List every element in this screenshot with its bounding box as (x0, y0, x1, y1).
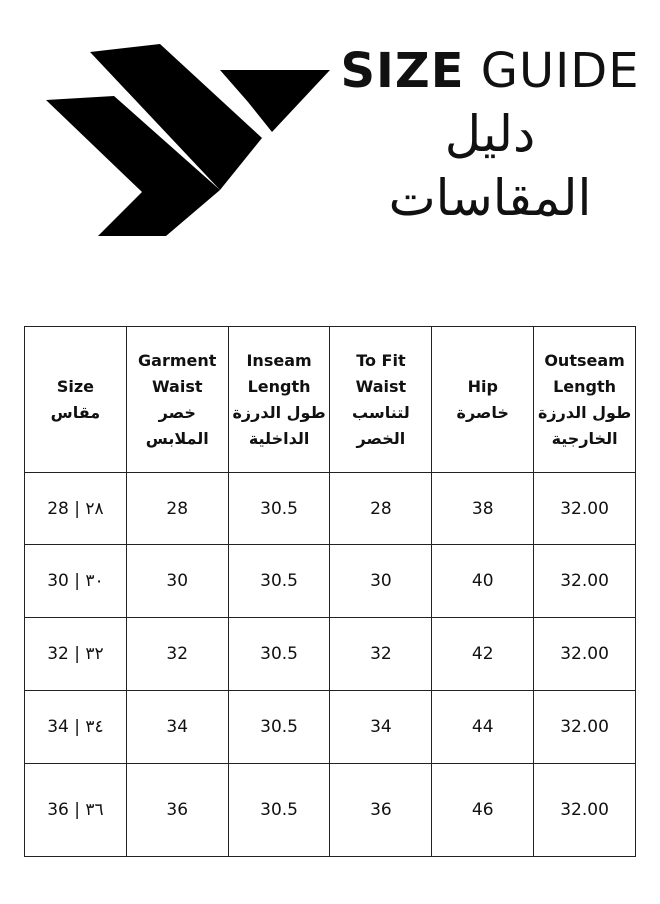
title-en-light: GUIDE (480, 43, 640, 99)
header-hip-en: Hip (467, 376, 498, 396)
table-row (25, 764, 636, 857)
size-separator: | (74, 571, 80, 591)
page-title-en (340, 40, 640, 102)
cell-inseam: 30.5 (228, 545, 330, 618)
cell-garment-waist: 30 (126, 545, 228, 618)
size-separator: | (74, 644, 80, 664)
cell-hip: 46 (432, 764, 534, 857)
cell-inseam: 30.5 (228, 473, 330, 545)
table-row (25, 691, 636, 764)
cell-inseam: 30.5 (228, 764, 330, 857)
cell-garment-waist: 36 (126, 764, 228, 857)
cell-hip: 44 (432, 691, 534, 764)
brand-chevron-logo-icon (40, 40, 330, 240)
page-title-ar-line1: دليل (444, 105, 536, 163)
size-separator: | (74, 800, 80, 820)
size-en: 34 (47, 717, 69, 737)
header-outseam-length (534, 327, 636, 473)
cell-outseam: 32.00 (534, 618, 636, 691)
cell-size (25, 764, 127, 857)
header-garment-waist (126, 327, 228, 473)
table-row (25, 618, 636, 691)
page-title-ar-line2: المقاسات (388, 169, 592, 227)
cell-hip: 42 (432, 618, 534, 691)
cell-size (25, 618, 127, 691)
cell-outseam: 32.00 (534, 691, 636, 764)
size-table (24, 326, 636, 857)
size-separator: | (74, 498, 80, 519)
header-size-ar: مقاس (50, 402, 101, 422)
cell-garment-waist: 32 (126, 618, 228, 691)
header-garment-waist-en: Garment Waist (138, 350, 217, 396)
cell-outseam: 32.00 (534, 764, 636, 857)
header-size-en: Size (56, 376, 94, 396)
cell-garment-waist: 34 (126, 691, 228, 764)
cell-hip: 38 (432, 473, 534, 545)
header-size (25, 327, 127, 473)
header-inseam-length (228, 327, 330, 473)
size-en: 32 (47, 644, 69, 664)
header-garment-waist-ar: خصر الملابس (145, 402, 209, 448)
size-ar: ٣٠ (85, 571, 104, 591)
size-ar: ٣٦ (85, 800, 104, 820)
size-en: 36 (47, 800, 69, 820)
title-block (340, 40, 640, 230)
cell-fit-waist: 30 (330, 545, 432, 618)
size-ar: ٢٨ (85, 498, 104, 519)
header-row (25, 327, 636, 473)
size-separator: | (74, 717, 80, 737)
table-row (25, 545, 636, 618)
header-fit-waist-en: To Fit Waist (355, 350, 407, 396)
cell-garment-waist: 28 (126, 473, 228, 545)
cell-inseam: 30.5 (228, 618, 330, 691)
size-en: 28 (47, 498, 69, 519)
cell-size (25, 473, 127, 545)
cell-hip: 40 (432, 545, 534, 618)
cell-fit-waist: 36 (330, 764, 432, 857)
header-hip-ar: خاصرة (456, 402, 509, 422)
table-row (25, 473, 636, 545)
cell-fit-waist: 32 (330, 618, 432, 691)
cell-fit-waist: 28 (330, 473, 432, 545)
cell-outseam: 32.00 (534, 473, 636, 545)
size-ar: ٣٢ (85, 644, 104, 664)
header-fit-waist-ar: لتناسب الخصر (352, 402, 410, 448)
cell-outseam: 32.00 (534, 545, 636, 618)
size-ar: ٣٤ (85, 717, 104, 737)
header-hip (432, 327, 534, 473)
cell-size (25, 691, 127, 764)
header-fit-waist (330, 327, 432, 473)
header-inseam-length-ar: طول الدرزة الداخلية (232, 402, 326, 448)
cell-size (25, 545, 127, 618)
header-outseam-length-en: Outseam Length (544, 350, 625, 396)
header-inseam-length-en: Inseam Length (246, 350, 312, 396)
cell-inseam: 30.5 (228, 691, 330, 764)
size-en: 30 (47, 571, 69, 591)
cell-fit-waist: 34 (330, 691, 432, 764)
title-en-bold: SIZE (340, 43, 465, 99)
header-outseam-length-ar: طول الدرزة الخارجية (537, 402, 632, 448)
